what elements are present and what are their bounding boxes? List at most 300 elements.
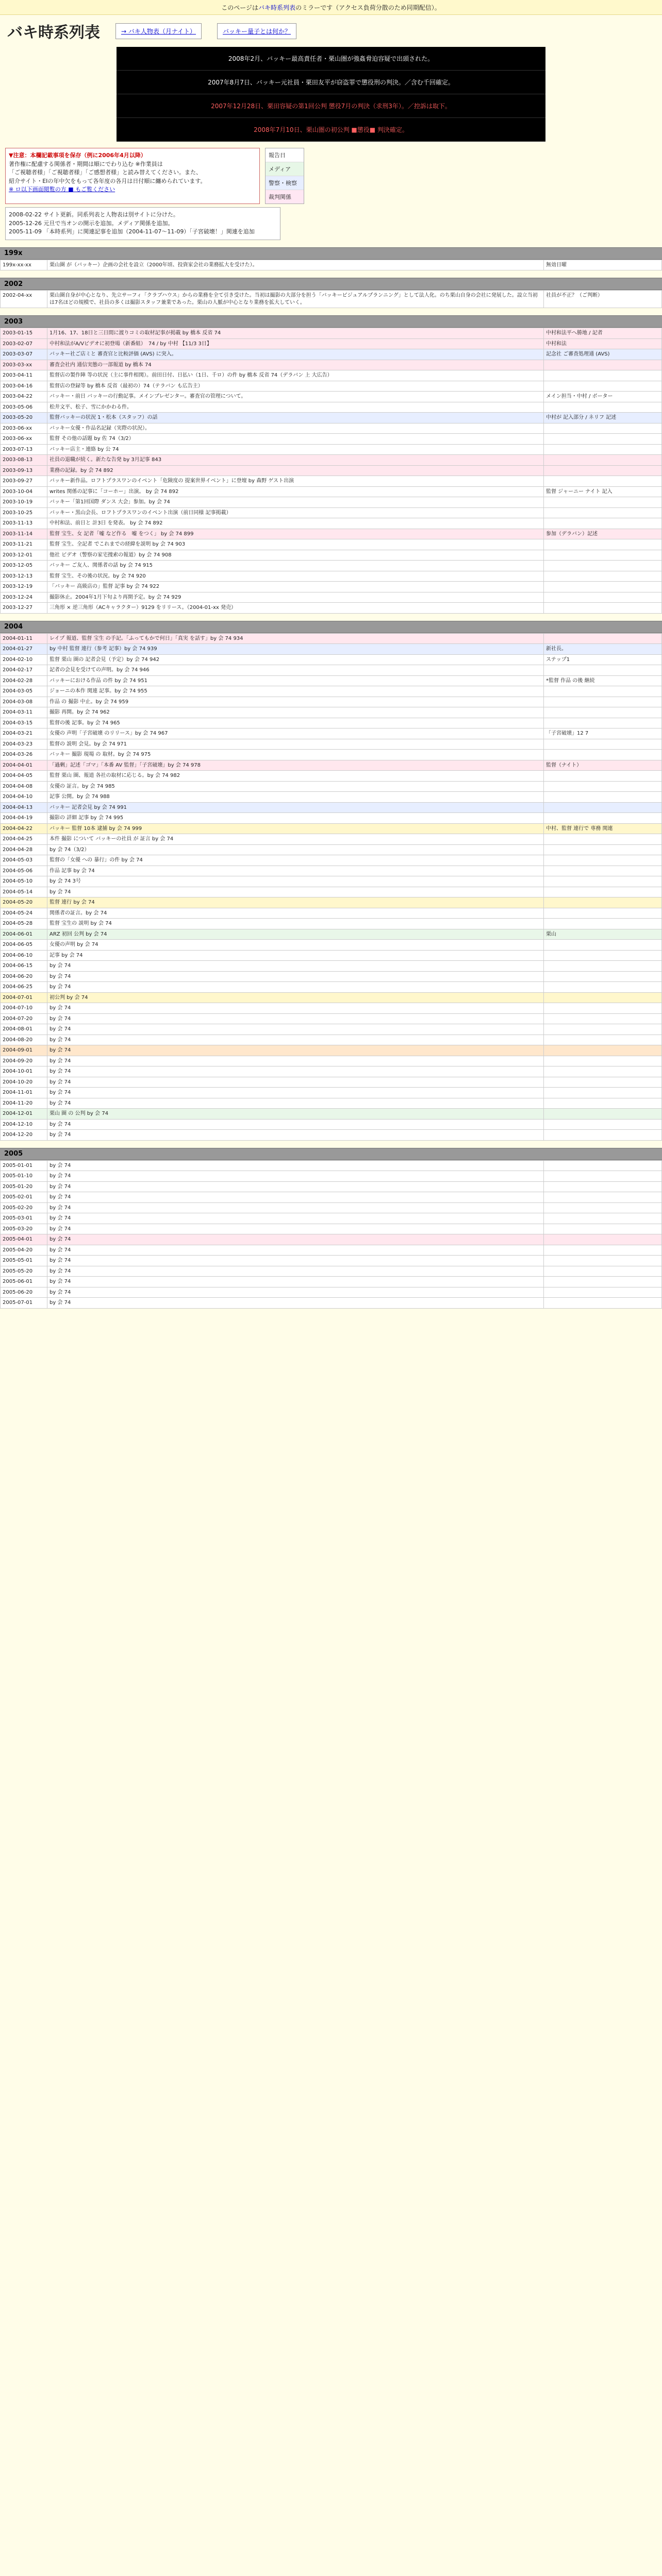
event-text: by 会 74 (47, 971, 544, 982)
event-date: 2003-03-xx (1, 360, 47, 370)
event-date: 2004-04-22 (1, 823, 47, 834)
timeline-row (1, 908, 662, 919)
event-note: 参加（デラバン）記述 (544, 529, 662, 539)
event-note (544, 781, 662, 792)
event-text: by 会 74 (47, 1202, 544, 1213)
timeline-row (1, 1202, 662, 1213)
event-note (544, 686, 662, 697)
timeline-row (1, 750, 662, 760)
timeline-row (1, 291, 662, 308)
timeline-row (1, 486, 662, 497)
headline-item[interactable]: 2007年8月7日、バッキー元社員・栗田友平が窃盗罪で懲役刑の判決。／含む千回確定。 (117, 71, 545, 94)
event-note (544, 1277, 662, 1287)
event-note (544, 423, 662, 434)
event-text: by 会 74 (47, 1287, 544, 1298)
event-date: 2003-04-16 (1, 381, 47, 392)
event-text: 監督 宝生、全記者 でこれまでの経緯を説明 by 会 74 903 (47, 539, 544, 550)
timeline-row (1, 728, 662, 739)
event-text: by 会 74 (47, 1181, 544, 1192)
event-text: バッキー ご友人、関係者の話 by 会 74 915 (47, 561, 544, 571)
event-date: 2004-05-10 (1, 876, 47, 887)
event-date: 2005-05-20 (1, 1266, 47, 1277)
event-date: 2004-02-17 (1, 665, 47, 676)
notice-link[interactable]: ※ ロ以下画面閲覧の方 ■ もご覧ください (9, 186, 115, 193)
event-text: バッキー 記者会見 by 会 74 991 (47, 802, 544, 813)
event-note (544, 1130, 662, 1141)
timeline-row (1, 823, 662, 834)
event-note (544, 381, 662, 392)
event-note (544, 1234, 662, 1245)
timeline-row (1, 686, 662, 697)
timeline-row (1, 1077, 662, 1088)
event-note (544, 844, 662, 855)
event-date: 2003-12-01 (1, 550, 47, 561)
event-date: 2005-01-20 (1, 1181, 47, 1192)
event-date: 2004-06-15 (1, 961, 47, 972)
event-date: 2004-04-19 (1, 813, 47, 824)
event-date: 2003-03-07 (1, 349, 47, 360)
event-date: 2004-08-01 (1, 1024, 47, 1035)
timeline-row (1, 675, 662, 686)
timeline-row (1, 982, 662, 993)
timeline-row (1, 1171, 662, 1182)
event-date: 2004-11-01 (1, 1088, 47, 1098)
event-text: 監督店の登録等 by 橋本 反省（最初の）74（テラバン も広告主） (47, 381, 544, 392)
timeline-table (0, 290, 662, 308)
event-date: 2004-12-10 (1, 1119, 47, 1130)
legend-item[interactable]: 警察・検察 (266, 176, 304, 190)
event-date: 2003-09-27 (1, 476, 47, 487)
event-note (544, 718, 662, 728)
event-note: ステップ1 (544, 654, 662, 665)
year-header: 2003 (0, 315, 662, 328)
timeline-row (1, 919, 662, 929)
event-text: 監督 宝生、その後の状況。by 会 74 920 (47, 571, 544, 582)
event-text: 中村和法、前日と 計3日 を発表。 by 会 74 892 (47, 518, 544, 529)
event-text: 他社 ビデオ（警察の家宅捜索の報道）by 会 74 908 (47, 550, 544, 561)
year-header: 2005 (0, 1148, 662, 1160)
event-date: 2004-04-08 (1, 781, 47, 792)
event-date: 2003-04-22 (1, 392, 47, 402)
site-title: バキ時系列表 (7, 24, 100, 42)
event-date: 2004-02-28 (1, 675, 47, 686)
timeline-row (1, 1024, 662, 1035)
event-note (544, 1256, 662, 1266)
event-note: 監督 ジャーニー ナイト 記入 (544, 486, 662, 497)
event-text: by 会 74 (47, 1192, 544, 1203)
event-note (544, 1088, 662, 1098)
event-text: by 会 74 (47, 1256, 544, 1266)
event-date: 2004-05-14 (1, 887, 47, 897)
legend-item[interactable]: メディア (266, 162, 304, 176)
timeline-row (1, 644, 662, 655)
event-note (544, 992, 662, 1003)
event-date: 2004-07-01 (1, 992, 47, 1003)
event-date: 2003-12-19 (1, 582, 47, 592)
event-date: 2005-07-01 (1, 1298, 47, 1309)
event-text: by 会 74 (47, 1077, 544, 1088)
event-note: 新社長。 (544, 644, 662, 655)
notice-alert: ▼注意：本欄記載事項を保存（例に2006年4月以降） (9, 152, 146, 159)
timeline-row (1, 855, 662, 866)
legend-item[interactable]: 裁判関係 (266, 190, 304, 204)
event-text: by 会 74 (47, 1003, 544, 1014)
event-date: 2004-04-25 (1, 834, 47, 845)
event-date: 2005-02-01 (1, 1192, 47, 1203)
event-date: 2004-07-20 (1, 1013, 47, 1024)
event-text: バッキーにおける作品 の件 by 会 74 951 (47, 675, 544, 686)
event-date: 2003-08-13 (1, 455, 47, 466)
event-note: 中村和法平へ勝地 / 記者 (544, 328, 662, 339)
event-text: by 会 74 (47, 1098, 544, 1109)
timeline-row (1, 392, 662, 402)
event-date: 2004-04-10 (1, 792, 47, 803)
event-text: 関係者の証言。by 会 74 (47, 908, 544, 919)
event-note (544, 771, 662, 782)
event-note (544, 561, 662, 571)
timeline-row (1, 1013, 662, 1024)
notice-line: 「ご視聴者様」「ご視聴者様」「ご感想者様」と読み替えてください。また、 (9, 169, 202, 176)
timeline-row (1, 571, 662, 582)
event-note (544, 1266, 662, 1277)
timeline-row (1, 360, 662, 370)
timeline-table (0, 1160, 662, 1309)
event-note (544, 897, 662, 908)
event-date: 2003-04-11 (1, 370, 47, 381)
event-date: 2003-12-24 (1, 592, 47, 603)
event-text: 作品 の 撮影 中止。by 会 74 959 (47, 697, 544, 707)
event-text: レイプ 報道、監督 宝生 の手記。「ふってもかで何日」「真実 を話す」by 会 74 934 (47, 633, 544, 644)
event-text: 監督 宝生の 説明 by 会 74 (47, 919, 544, 929)
timeline-row (1, 802, 662, 813)
headline-item[interactable]: 2008年2月、バッキー最高責任者・栗山圏が強姦脅迫容疑で出頭された。 (117, 47, 545, 71)
event-text: by 会 74 (47, 1045, 544, 1056)
event-note (544, 1013, 662, 1024)
timeline-row (1, 561, 662, 571)
event-date: 2002-04-xx (1, 291, 47, 308)
event-note (544, 370, 662, 381)
event-text: by 会 74 (47, 1213, 544, 1224)
event-note (544, 1003, 662, 1014)
event-note (544, 1192, 662, 1203)
event-note (544, 603, 662, 614)
nav-link-people[interactable]: → バキ人物表（月ナイト） (115, 23, 202, 39)
event-note (544, 697, 662, 707)
event-note (544, 1224, 662, 1234)
event-note (544, 665, 662, 676)
event-date: 2004-01-11 (1, 633, 47, 644)
event-text: by 会 74 (47, 887, 544, 897)
event-date: 2005-01-10 (1, 1171, 47, 1182)
timeline-row (1, 338, 662, 349)
timeline-row (1, 707, 662, 718)
event-text: 業務の記録。by 会 74 892 (47, 465, 544, 476)
event-note: *監督 作品 の後 継続 (544, 675, 662, 686)
event-date: 2003-12-05 (1, 561, 47, 571)
timeline-row (1, 381, 662, 392)
event-date: 2004-06-10 (1, 950, 47, 961)
event-date: 2004-03-23 (1, 739, 47, 750)
legend-item[interactable]: 報告日 (266, 148, 304, 162)
timeline-row (1, 718, 662, 728)
event-date: 2005-04-20 (1, 1245, 47, 1256)
event-date: 2003-05-06 (1, 402, 47, 413)
timeline-row (1, 1192, 662, 1203)
event-date: 2004-11-20 (1, 1098, 47, 1109)
event-date: 2005-03-20 (1, 1224, 47, 1234)
timeline-row (1, 633, 662, 644)
event-note (544, 518, 662, 529)
event-text: by 会 74 (47, 1277, 544, 1287)
timeline-row (1, 1277, 662, 1287)
event-date: 2004-03-08 (1, 697, 47, 707)
event-note (544, 1171, 662, 1182)
event-note (544, 1298, 662, 1309)
timeline-row (1, 739, 662, 750)
event-text: 本件 撮影 について バッキーの社員 が 証言 by 会 74 (47, 834, 544, 845)
event-note (544, 750, 662, 760)
update-note: 2005-12-26 元旦で当オンの開示を追加。メディア関係を追加。 (9, 219, 174, 227)
event-text: 社員の退職が続く。新たな告発 by 3月記事 843 (47, 455, 544, 466)
timeline-row (1, 1234, 662, 1245)
event-date: 2003-11-21 (1, 539, 47, 550)
event-note (544, 539, 662, 550)
event-text: by 会 74 (47, 1088, 544, 1098)
event-text: バッキー 撮影 現場 の 取材。by 会 74 975 (47, 750, 544, 760)
timeline-row (1, 592, 662, 603)
event-date: 2004-05-03 (1, 855, 47, 866)
timeline-row (1, 423, 662, 434)
headline-item[interactable]: 2008年7月10日、栗山圏の初公判 ■懲役■ 判決確定。 (117, 118, 545, 142)
timeline-row (1, 539, 662, 550)
event-note (544, 1181, 662, 1192)
event-text: 「バッキー 高級店の」監督 記事 by 会 74 922 (47, 582, 544, 592)
event-text: 記者の会見を受けての声明。by 会 74 946 (47, 665, 544, 676)
timeline-row (1, 529, 662, 539)
timeline-row (1, 1213, 662, 1224)
event-text: 中村和法がA/Vビデオに初登場（新番組） 74 / by 中村 【11/3 3日】 (47, 338, 544, 349)
event-text: 監督 宝生、女 記者「嘘 など作る 嘘 をつく」 by 会 74 899 (47, 529, 544, 539)
event-note (544, 1287, 662, 1298)
timeline-row (1, 1088, 662, 1098)
timeline-row (1, 1130, 662, 1141)
timeline-row (1, 897, 662, 908)
event-date: 199x-xx-xx (1, 260, 47, 270)
headline-banner (117, 47, 545, 142)
event-text: by 会 74（3/2） (47, 844, 544, 855)
timeline-row (1, 792, 662, 803)
event-text: バッキー店主・連絡 by 公 74 (47, 444, 544, 455)
event-text: 撮影の 詳細 記事 by 会 74 995 (47, 813, 544, 824)
event-text: by 会 74 (47, 1266, 544, 1277)
event-date: 2004-09-20 (1, 1056, 47, 1066)
event-note (544, 633, 662, 644)
event-note (544, 1035, 662, 1045)
headline-item[interactable]: 2007年12月28日、栗田容疑の第1回公判 懲役7月の判決（求刑3年）。／控訴は取下。 (117, 94, 545, 118)
event-date: 2003-01-15 (1, 328, 47, 339)
event-note (544, 507, 662, 518)
event-note: 栗山 (544, 929, 662, 940)
event-date: 2004-06-20 (1, 971, 47, 982)
event-text: by 会 74 (47, 1066, 544, 1077)
event-text: by 会 74 (47, 961, 544, 972)
title-row (0, 15, 662, 47)
timeline-row (1, 603, 662, 614)
event-text: バッキー 監督 10本 逮捕 by 会 74 999 (47, 823, 544, 834)
event-text: 栗山圏 が（バッキー）企画の会社を設立（2000年頃、投資家会社の業務拡大を受けた）。 (47, 260, 544, 270)
timeline-row (1, 1224, 662, 1234)
event-date: 2004-05-28 (1, 919, 47, 929)
event-text: バッキー社ご店ミと 審査官と比較評価 (AVS) に突入。 (47, 349, 544, 360)
event-text: by 会 74 (47, 1056, 544, 1066)
event-note (544, 908, 662, 919)
event-text: by 会 74 (47, 1130, 544, 1141)
timeline-row (1, 370, 662, 381)
timeline-row (1, 476, 662, 487)
event-text: by 会 74 (47, 1234, 544, 1245)
event-text: by 会 74 (47, 1119, 544, 1130)
timeline-row (1, 497, 662, 508)
timeline-row (1, 1098, 662, 1109)
timeline-row (1, 1045, 662, 1056)
event-text: 松井文平、松子、雪にかかわる件。 (47, 402, 544, 413)
timeline-row (1, 1245, 662, 1256)
notice-line: 紹介サイト・EIの年中欠をもって各年度の各月は日付順に纏められています。 (9, 177, 206, 184)
event-note (544, 739, 662, 750)
timeline-table (0, 260, 662, 271)
event-text: by 会 74 (47, 1035, 544, 1045)
nav-link-about[interactable]: バッキー量子とは何か？ (217, 23, 296, 39)
event-text: by 会 74 3号 (47, 876, 544, 887)
event-note (544, 592, 662, 603)
timeline-row (1, 1181, 662, 1192)
legend-links (265, 148, 304, 204)
timeline-row (1, 1109, 662, 1120)
timeline-row (1, 665, 662, 676)
event-date: 2003-05-20 (1, 413, 47, 423)
timeline-row (1, 518, 662, 529)
event-text: 撮影休止。2004年1月下旬より再開予定。by 会 74 929 (47, 592, 544, 603)
event-text: バッキー女優・作品名記録（実際の状況）。 (47, 423, 544, 434)
event-text: by 会 74 (47, 1013, 544, 1024)
event-note (544, 792, 662, 803)
timeline-row (1, 1056, 662, 1066)
event-note (544, 550, 662, 561)
event-text: 監督 栗山 圏、報道 各社の取材に応じる。by 会 74 982 (47, 771, 544, 782)
event-text: 監督 栗山 圏の 記者会見（予定）by 会 74 942 (47, 654, 544, 665)
timeline (0, 247, 662, 1309)
event-note (544, 1109, 662, 1120)
mirror-notice-rest: のミラーです（アクセス負荷分散のため同期配信）。 (295, 4, 441, 11)
event-date: 2004-06-25 (1, 982, 47, 993)
event-text: by 中村 監督 連行（参考 記事）by 会 74 939 (47, 644, 544, 655)
event-text: by 会 74 (47, 1024, 544, 1035)
notice-box (5, 148, 260, 204)
event-date: 2004-03-11 (1, 707, 47, 718)
event-text: 記事 公開。by 会 74 988 (47, 792, 544, 803)
event-date: 2004-03-05 (1, 686, 47, 697)
event-date: 2005-06-01 (1, 1277, 47, 1287)
event-note (544, 887, 662, 897)
timeline-row (1, 940, 662, 951)
event-text: 監督 連行 by 会 74 (47, 897, 544, 908)
event-date: 2003-11-14 (1, 529, 47, 539)
event-date: 2004-07-10 (1, 1003, 47, 1014)
timeline-row (1, 328, 662, 339)
event-note: 中村和法 (544, 338, 662, 349)
mirror-notice-link[interactable]: バキ時系列表 (258, 4, 296, 11)
event-date: 2003-12-27 (1, 603, 47, 614)
event-note (544, 571, 662, 582)
event-text: 初公判 by 会 74 (47, 992, 544, 1003)
event-date: 2003-10-25 (1, 507, 47, 518)
event-text: 監督の「女優 への 暴行」の件 by 会 74 (47, 855, 544, 866)
event-note (544, 455, 662, 466)
mirror-notice (0, 0, 662, 15)
event-note (544, 961, 662, 972)
event-note (544, 855, 662, 866)
event-text: 三角形 × 逆三角形（ACキャラクター）9129 をリリース。（2004-01-xx 発売） (47, 603, 544, 614)
info-area (0, 142, 662, 204)
timeline-row (1, 950, 662, 961)
timeline-row (1, 582, 662, 592)
event-note (544, 1202, 662, 1213)
timeline-row (1, 971, 662, 982)
event-text: 監督の 説明 会見。by 会 74 971 (47, 739, 544, 750)
event-note (544, 982, 662, 993)
event-date: 2004-08-20 (1, 1035, 47, 1045)
event-text: 女優の 声明「子宮破壊 のリリース」by 会 74 967 (47, 728, 544, 739)
timeline-row (1, 465, 662, 476)
event-note (544, 497, 662, 508)
event-date: 2003-10-04 (1, 486, 47, 497)
event-text: by 会 74 (47, 1171, 544, 1182)
event-date: 2004-05-24 (1, 908, 47, 919)
event-note (544, 940, 662, 951)
timeline-table (0, 328, 662, 614)
timeline-row (1, 1066, 662, 1077)
event-text: バッキー・前日 バッキーの行動記事。メインプレゼンター。審査官の管理について。 (47, 392, 544, 402)
event-text: 作品 記事 by 会 74 (47, 866, 544, 876)
timeline-row (1, 349, 662, 360)
event-note (544, 919, 662, 929)
event-date: 2004-03-21 (1, 728, 47, 739)
event-text: 「過剰」記述「ゴマ」「本番 AV 監督」「子宮破壊」by 会 74 978 (47, 760, 544, 771)
event-note (544, 876, 662, 887)
event-date: 2005-01-01 (1, 1160, 47, 1171)
event-date: 2004-02-10 (1, 654, 47, 665)
event-date: 2003-02-07 (1, 338, 47, 349)
event-note: メイン担当・中村 / ボーター (544, 392, 662, 402)
event-date: 2004-06-01 (1, 929, 47, 940)
event-text: 栗山 圏 の 公判 by 会 74 (47, 1109, 544, 1120)
event-note (544, 1098, 662, 1109)
event-note (544, 1024, 662, 1035)
timeline-row (1, 866, 662, 876)
timeline-row (1, 929, 662, 940)
event-text: 撮影 再開。by 会 74 962 (47, 707, 544, 718)
timeline-row (1, 771, 662, 782)
event-date: 2004-10-20 (1, 1077, 47, 1088)
event-note (544, 950, 662, 961)
event-note (544, 813, 662, 824)
event-date: 2003-11-13 (1, 518, 47, 529)
event-note (544, 465, 662, 476)
event-date: 2004-04-01 (1, 760, 47, 771)
event-text: 女優の 証言。by 会 74 985 (47, 781, 544, 792)
event-note (544, 476, 662, 487)
event-text: バッキー新作品。ロフトプラスワンのイベント「危険度の 提案世界イベント」に登壇 by 森野 ゲスト出演 (47, 476, 544, 487)
